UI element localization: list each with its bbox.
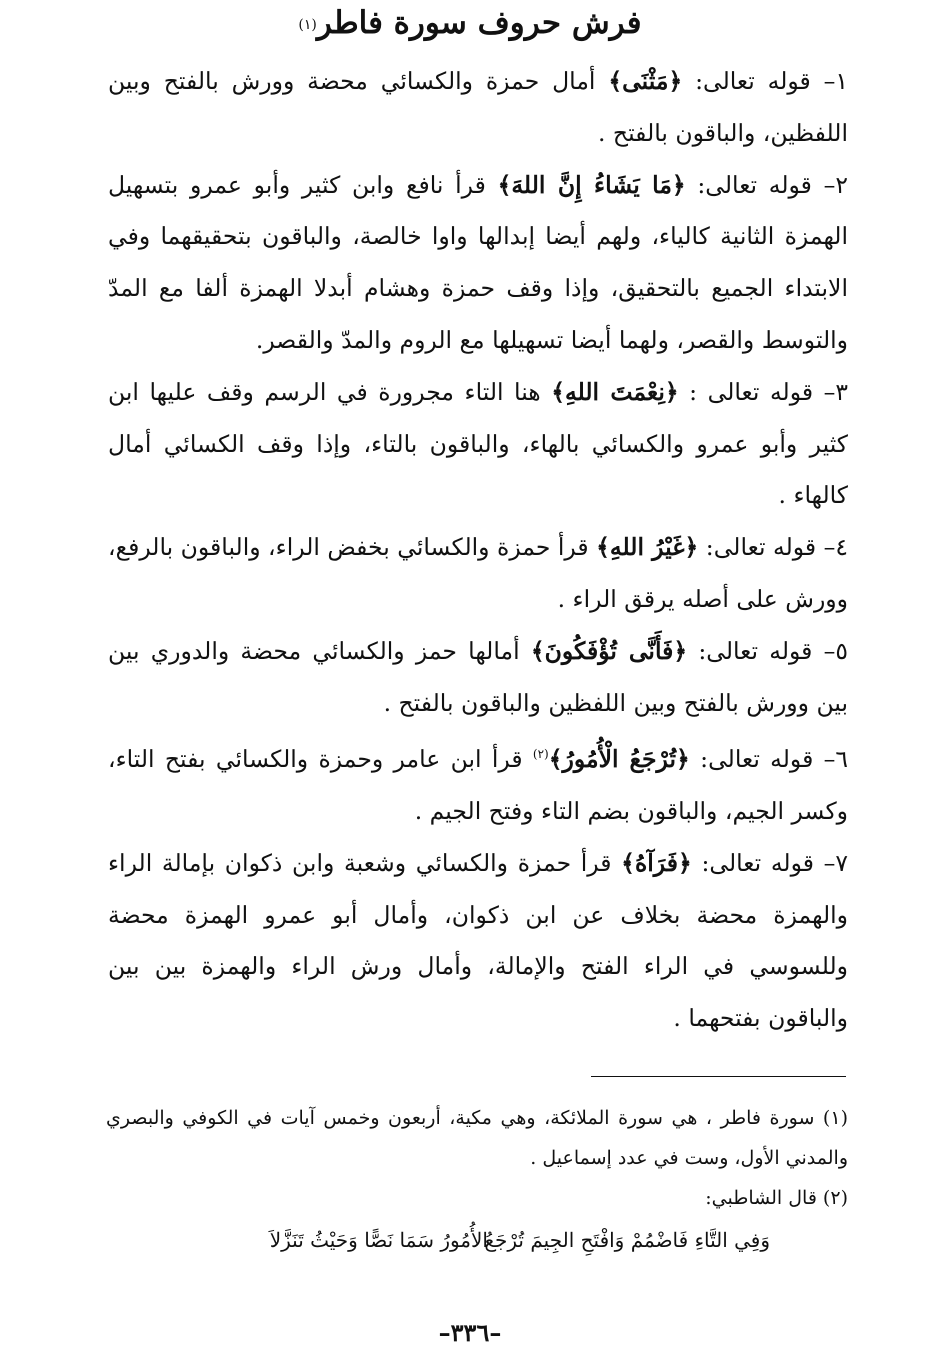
paragraph-1 [108,56,848,160]
paragraph-3 [108,367,848,522]
page-number: –٣٣٦– [438,1318,502,1347]
footnote-2: (٢) قال الشاطبي: [705,1187,848,1209]
paragraph-5 [108,626,848,730]
paragraph-text: أمال حمزة والكسائي محضة وورش بالفتح وبين اللفظين، والباقون بالفتح . [108,67,848,147]
paragraph-text: هنا التاء مجرورة في الرسم وقف عليها ابن كثير وأبو عمرو والكسائي بالهاء، والباقون بالتاء، وإذا وقف الكسائي أمال كالهاء . [108,377,848,510]
quran-quote: ﴿تُرْجَعُ الْأُمُورُ﴾ [548,745,690,774]
quran-quote: ﴿فَرَآهُ﴾ [621,848,692,877]
quran-quote: ﴿غَيْرُ اللهِ﴾ [596,533,699,562]
page-title [0,2,940,44]
quran-quote: ﴿مَثْنَى﴾ [608,67,683,95]
paragraph-text: قرأ حمزة والكسائي وشعبة وابن ذكوان بإمالة الراء والهمزة محضة بخلاف عن ابن ذكوان، وأمال أبو عمرو الهمزة محضة وللسوسي في الراء الفتح والإمالة، وأمال ورش الراء والهمزة بين بين والباقون بفتحهما . [108,848,848,1033]
verse-second-hemistich: الأُمُورُ سَمَا نَصًّا وَحَيْثُ تَنَزَّلاَ [269,1228,488,1252]
paragraph-4 [108,522,848,626]
paragraph-2 [108,160,848,367]
quran-quote: ﴿مَا يَشَاءُ إِنَّ اللهَ﴾ [497,170,686,199]
paragraph-lead: ٢– قوله تعالى: [685,170,848,199]
main-text [108,56,848,1045]
verse-first-hemistich: وَفِي التَّاءِ فَاضْمُمْ وَافْتَحِ الجِيمَ تُرْجَعُ [484,1228,770,1252]
paragraph-6 [108,729,848,837]
paragraph-lead: ٧– قوله تعالى: [691,848,848,877]
paragraph-text: أمالها حمز والكسائي محضة والدوري بين بين وورش بالفتح وبين اللفظين والباقون بالفتح . [108,636,848,717]
quran-quote: ﴿نِعْمَتَ اللهِ﴾ [551,377,679,406]
paragraph-text: قرأ حمزة والكسائي بخفض الراء، والباقون بالرفع، وورش على أصله يرقق الراء . [108,533,848,613]
paragraph-text: قرأ ابن عامر وحمزة والكسائي بفتح التاء، وكسر الجيم، والباقون بضم التاء وفتح الجيم . [108,745,848,825]
title-footnote-marker: (١) [298,17,317,33]
footnote-marker: (٢) [532,747,549,762]
footnote-1: (١) سورة فاطر ، هي سورة الملائكة، وهي مكية، أربعون وخمس آيات في الكوفي والبصري والمدني الأول، وست في عدد إسماعيل . [106,1107,848,1169]
poetry-verse [0,1228,940,1262]
paragraph-7 [108,838,848,1045]
paragraph-lead: ٦– قوله تعالى: [689,745,848,774]
paragraph-lead: ٥– قوله تعالى: [687,636,848,665]
paragraph-lead: ٣– قوله تعالى : [678,377,849,406]
paragraph-text: قرأ نافع وابن كثير وأبو عمرو بتسهيل الهمزة الثانية كالياء، ولهم أيضا إبدالها واوا خالصة، والباقون بتحقيقهما وفي الابتداء الجميع بالتحقيق، وإذا وقف حمزة وهشام أبدلا الهمزة ألفا مع المدّ والتوسط والقصر، ولهما أيضا تسهيلها مع الروم والمدّ والقصر. [108,170,848,354]
title-text: فرش حروف سورة فاطر [316,5,642,41]
paragraph-lead: ١– قوله تعالى: [682,67,848,95]
footnotes [106,1098,848,1218]
quran-quote: ﴿فَأَنَّى تُؤْفَكُونَ﴾ [530,636,688,665]
paragraph-lead: ٤– قوله تعالى: [698,533,849,562]
footnote-separator [591,1076,846,1077]
